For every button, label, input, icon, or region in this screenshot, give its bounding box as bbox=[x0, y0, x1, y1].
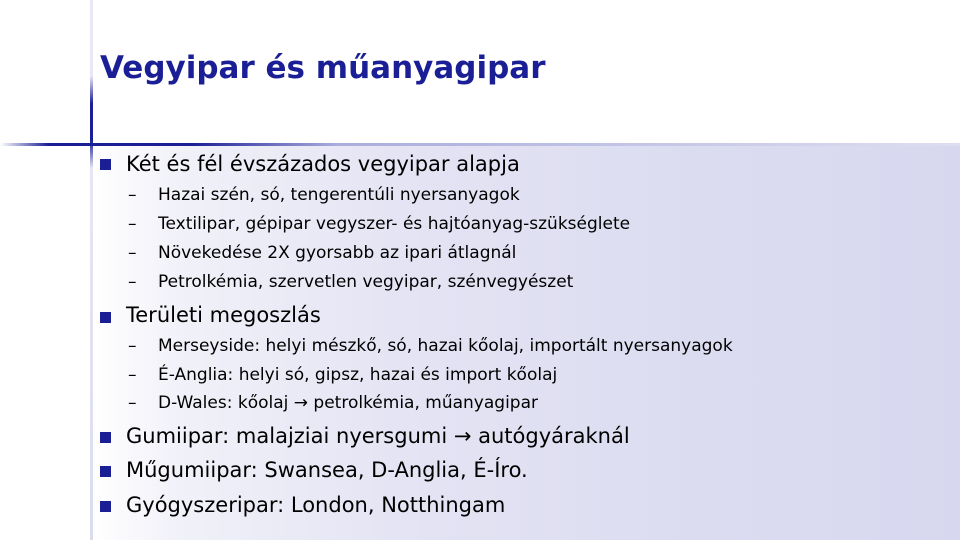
title-accent-line bbox=[90, 76, 93, 168]
sub-bullet-item: Hazai szén, só, tengerentúli nyersanyagok bbox=[158, 185, 520, 205]
dash-marker: – bbox=[128, 243, 137, 263]
square-bullet-icon bbox=[100, 312, 111, 323]
sub-bullet-item: É-Anglia: helyi só, gipsz, hazai és import kőolaj bbox=[158, 365, 558, 385]
dash-marker: – bbox=[128, 393, 137, 413]
square-bullet-icon bbox=[100, 159, 111, 170]
dash-marker: – bbox=[128, 336, 137, 356]
sub-bullet-item: Merseyside: helyi mészkő, só, hazai kőolaj, importált nyersanyagok bbox=[158, 336, 733, 356]
bullet-item: Műgumiipar: Swansea, D-Anglia, É-Íro. bbox=[126, 458, 528, 482]
bullet-item: Gyógyszeripar: London, Notthingam bbox=[126, 493, 506, 517]
bullet-item: Két és fél évszázados vegyipar alapja bbox=[126, 152, 520, 176]
sub-bullet-item: Textilipar, gépipar vegyszer- és hajtóanyag-szükséglete bbox=[158, 214, 631, 234]
square-bullet-icon bbox=[100, 432, 111, 443]
dash-marker: – bbox=[128, 185, 137, 205]
dash-marker: – bbox=[128, 272, 137, 292]
square-bullet-icon bbox=[100, 501, 111, 512]
sub-bullet-item: D-Wales: kőolaj → petrolkémia, műanyagipar bbox=[158, 393, 538, 413]
dash-marker: – bbox=[128, 214, 137, 234]
slide-title: Vegyipar és műanyagipar bbox=[100, 50, 546, 86]
square-bullet-icon bbox=[100, 466, 111, 477]
sub-bullet-item: Petrolkémia, szervetlen vegyipar, szénvegyészet bbox=[158, 272, 574, 292]
title-divider-line bbox=[0, 143, 960, 146]
dash-marker: – bbox=[128, 365, 137, 385]
bullet-item: Gumiipar: malajziai nyersgumi → autógyáraknál bbox=[126, 424, 630, 448]
bullet-item: Területi megoszlás bbox=[126, 303, 321, 327]
sub-bullet-item: Növekedése 2X gyorsabb az ipari átlagnál bbox=[158, 243, 517, 263]
